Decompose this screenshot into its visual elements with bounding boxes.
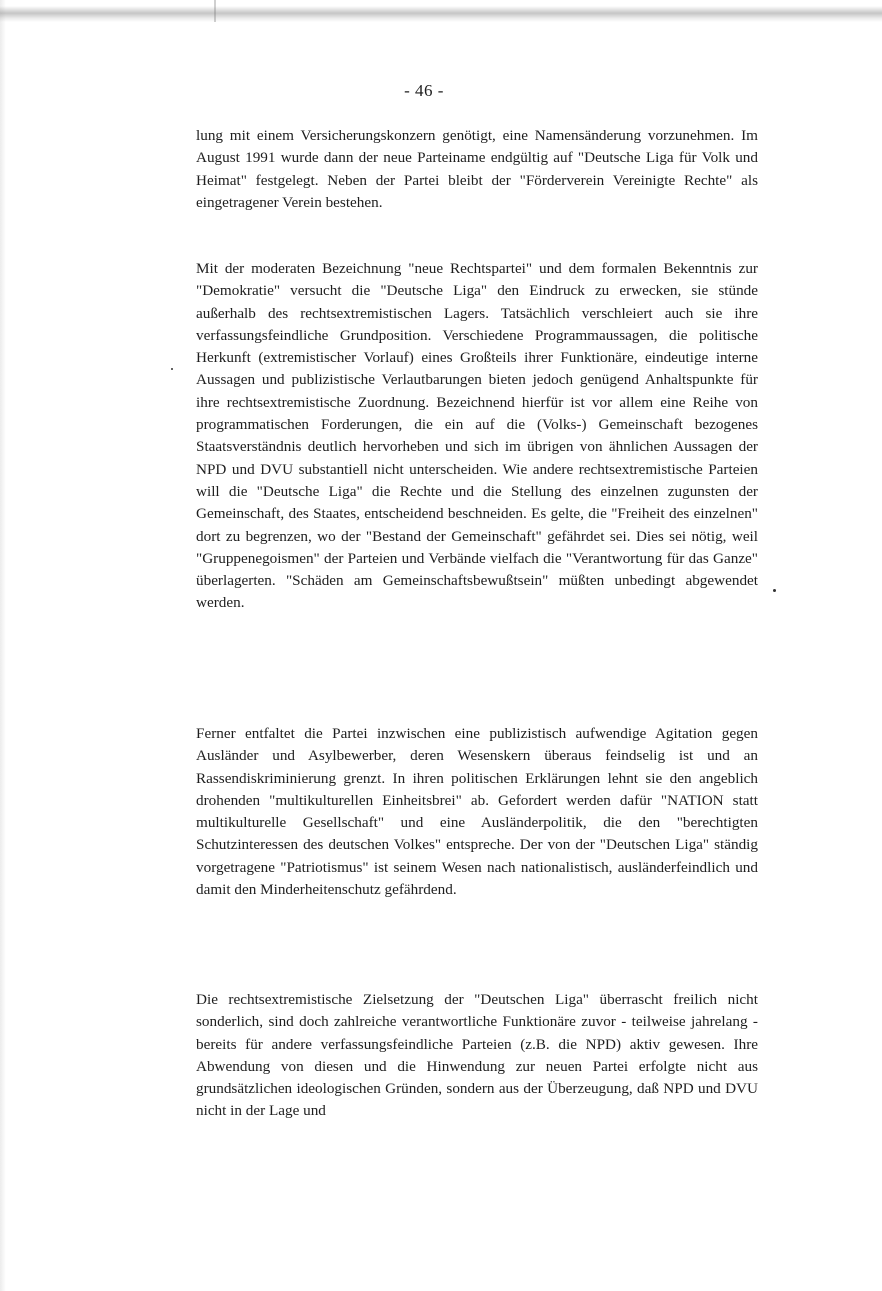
scan-speck — [171, 368, 173, 370]
scan-top-mark — [214, 0, 216, 22]
paragraph-4: Die rechtsextremistische Zielsetzung der "Deutschen Liga" überrascht freilich nicht sonderlich, sind doch zahlreiche verantwortliche Funktionäre zuvor - teilweise jahrelang - bereits für andere verfassungsfeindliche Parteien (z.B. die NPD) aktiv gewesen. Ihre Abwendung von diesen und die Hinwendung zur neuen Partei erfolgte nicht aus grundsätzlichen ideologischen Gründen, sondern aus der Überzeugung, daß NPD und DVU nicht in der Lage und — [196, 991, 758, 1120]
paragraph-3: Ferner entfaltet die Partei inzwischen eine publizistisch aufwendige Agitation gegen Ausländer und Asylbewerber, deren Wesenskern überaus feindselig ist und an Rassendiskriminierung grenzt. In ihren politischen Erklärungen lehnt sie den angeblich drohenden "multikulturellen Einheitsbrei" ab. Gefordert werden dafür "NATION statt multikulturelle Gesellschaft" und eine Ausländerpolitik, die den "berechtigten Schutzinteressen des deutschen Volkes" entspreche. Der von der "Deutschen Liga" ständig vorgetragene "Patriotismus" ist seinem Wesen nach nationalistisch, ausländerfeindlich und damit den Minderheitenschutz gefährdend. — [196, 725, 758, 899]
paragraph-1: lung mit einem Versicherungskonzern genötigt, eine Namensänderung vorzunehmen. Im August 1991 wurde dann der neue Parteiname endgültig auf "Deutsche Liga für Volk und Heimat" festgelegt. Neben der Partei bleibt der "Förderverein Vereinigte Rechte" als eingetragener Verein bestehen. — [196, 127, 758, 211]
scan-speck — [773, 589, 776, 592]
scan-top-shadow — [0, 6, 882, 22]
scan-edge-shadow — [0, 0, 6, 1291]
paragraph-2: Mit der moderaten Bezeichnung "neue Rechtspartei" und dem formalen Bekenntnis zur "Demokratie" versucht die "Deutsche Liga" den Eindruck zu erwecken, sie stünde außerhalb des rechtsextremistischen Lagers. Tatsächlich verschleiert auch sie ihre verfassungsfeindliche Grundposition. Verschiedene Programmaussagen, die politische Herkunft (extremistischer Vorlauf) eines Großteils ihrer Funktionäre, eindeutige interne Aussagen und publizistische Verlautbarungen bieten jedoch genügend Anhaltspunkte für ihre rechtsextremistische Zuordnung. Bezeichnend hierfür ist vor allem eine Reihe von programmatischen Forderungen, die ein auf die (Volks-) Gemeinschaft bezogenes Staatsverständnis deutlich hervorheben und sich im übrigen von ähnlichen Aussagen der NPD und DVU substantiell nicht unterscheiden. Wie andere rechtsextremistische Parteien will die "Deutsche Liga" die Rechte und die Stellung des einzelnen zugunsten der Gemeinschaft, des Staates, entscheidend beschneiden. Es gelte, die "Freiheit des einzelnen" dort zu begrenzen, wo der "Bestand der Gemeinschaft" gefährdet sei. Dies sei nötig, weil "Gruppenegoismen" der Parteien und Verbände vielfach die "Verantwortung für das Ganze" überlagerten. "Schäden am Gemeinschaftsbewußtsein" müßten unbedingt abgewendet werden. — [196, 260, 758, 612]
page-number: - 46 - — [404, 81, 444, 100]
